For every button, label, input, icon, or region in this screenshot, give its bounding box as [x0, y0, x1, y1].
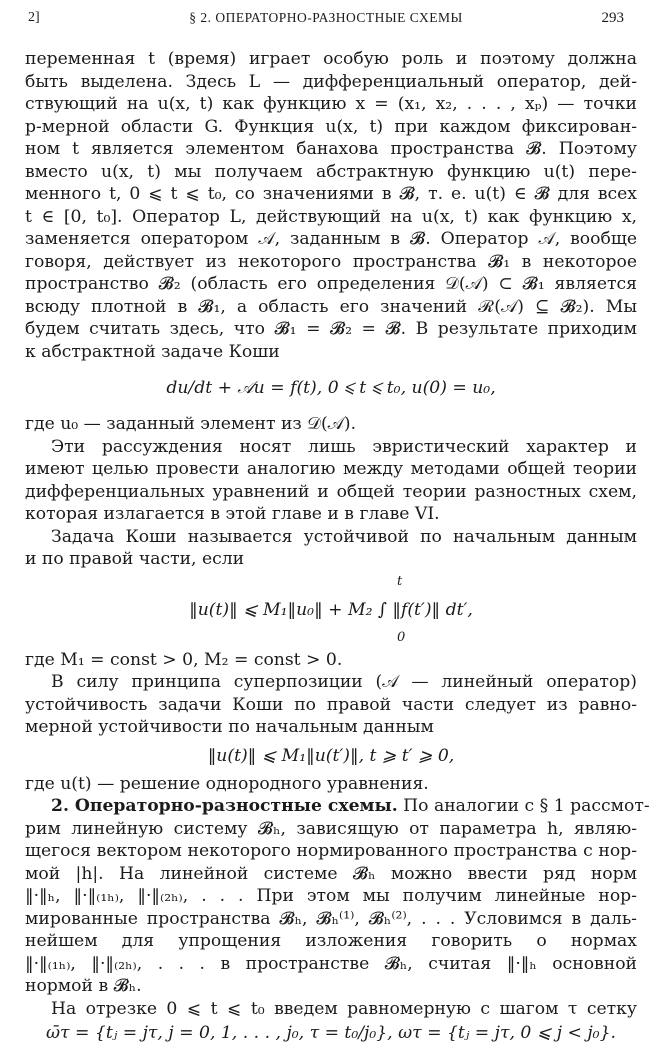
- section-paragraph-line: [25, 795, 650, 818]
- section-marker: 2]: [28, 10, 40, 25]
- text-line: устойчивость задачи Коши по правой части следует из равно-: [25, 694, 637, 715]
- text-line: дифференциальных уравнений и общей теории разностных схем,: [25, 481, 637, 502]
- grid-definition-formula: ω̄τ = {tⱼ = jτ, j = 0, 1, . . . , j₀, τ = t₀/j₀}, ωτ = {tⱼ = jτ, 0 ⩽ j < j₀}.: [46, 1023, 616, 1043]
- text-line: нормой в 𝓑ₕ.: [25, 976, 142, 996]
- running-header: [28, 10, 624, 32]
- running-title: § 2. ОПЕРАТОРНО-РАЗНОСТНЫЕ СХЕМЫ: [189, 10, 463, 25]
- text-line: всюду плотной в 𝓑₁, а область его значений ℛ(𝒜) ⊆ 𝓑₂). Мы: [25, 296, 637, 317]
- text-line: ‖·‖ₕ, ‖·‖₍₁ₕ₎, ‖·‖₍₂ₕ₎, . . . При этом мы получим линейные нор-: [25, 886, 637, 906]
- text-line: ‖·‖₍₁ₕ₎, ‖·‖₍₂ₕ₎, . . . в пространстве 𝓑ₕ, считая ‖·‖ₕ основной: [25, 953, 637, 974]
- text-line: где u(t) — решение однородного уравнения.: [25, 773, 429, 794]
- text-line: которая излагается в этой главе и в главе VI.: [25, 504, 440, 524]
- section-heading: 2. Операторно-разностные схемы.: [51, 796, 398, 816]
- text-line: быть выделена. Здесь L — дифференциальный оператор, дей-: [25, 71, 637, 92]
- integral-lower-limit: 0: [397, 629, 406, 645]
- text-line: мерной устойчивости по начальным данным: [25, 717, 434, 737]
- text-line: мой |h|. На линейной системе 𝓑ₕ можно ввести ряд норм: [25, 863, 637, 884]
- text-line: где M₁ = const > 0, M₂ = const > 0.: [25, 649, 343, 670]
- text-line: будем считать здесь, что 𝓑₁ = 𝓑₂ = 𝓑. В результате приходим: [25, 319, 637, 339]
- text-line: к абстрактной задаче Коши: [25, 341, 280, 362]
- text-line: заменяется оператором 𝒜, заданным в 𝓑. Оператор 𝒜, вообще: [25, 229, 637, 249]
- page-number: 293: [601, 10, 624, 26]
- text-line: Эти рассуждения носят лишь эвристический характер и: [51, 436, 637, 457]
- text-line: вместо u(x, t) мы получаем абстрактную функцию u(t) пере-: [25, 161, 637, 182]
- text-line: менного t, 0 ⩽ t ⩽ t₀, со значениями в 𝓑, т. е. u(t) ∈ 𝓑 для всех: [25, 184, 637, 204]
- text-line: и по правой части, если: [25, 549, 245, 569]
- text-line: рим линейную систему 𝓑ₕ, зависящую от параметра h, являю-: [25, 818, 637, 839]
- text-line: ном t является элементом банахова пространства 𝓑. Поэтому: [25, 139, 637, 159]
- stability-estimate-text: ‖u(t)‖ ⩽ M₁‖u₀‖ + M₂ ∫ ‖f(t′)‖ dt′,: [189, 599, 473, 620]
- text-line: p-мерной области G. Функция u(x, t) при каждом фиксирован-: [25, 116, 637, 137]
- text-line: t ∈ [0, t₀]. Оператор L, действующий на u(x, t) как функцию x,: [25, 206, 637, 227]
- page-body: [25, 48, 650, 1046]
- uniform-stability-formula: ‖u(t)‖ ⩽ M₁‖u(t′)‖, t ⩾ t′ ⩾ 0,: [207, 745, 455, 766]
- text-line: щегося вектором некоторого нормированного пространства с нор-: [25, 841, 637, 861]
- text-line: пространство 𝓑₂ (область его определения 𝒟(𝒜) ⊂ 𝓑₁ является: [25, 274, 637, 294]
- text-line: где u₀ — заданный элемент из 𝒟(𝒜).: [25, 414, 357, 434]
- text-line: Задача Коши называется устойчивой по начальным данным: [51, 526, 637, 547]
- cauchy-problem-formula: du/dt + 𝒜u = f(t), 0 ⩽ t ⩽ t₀, u(0) = u₀,: [166, 378, 496, 398]
- text-line: мированные пространства 𝓑ₕ, 𝓑ₕ⁽¹⁾, 𝓑ₕ⁽²⁾, . . . Условимся в даль-: [25, 908, 637, 929]
- text-line: В силу принципа суперпозиции (𝒜 — линейный оператор): [51, 672, 637, 692]
- text-fragment: По аналогии с § 1 рассмот-: [403, 796, 650, 816]
- text-line: На отрезке 0 ⩽ t ⩽ t₀ введем равномерную с шагом τ сетку: [51, 998, 637, 1019]
- text-line: нейшем для упрощения изложения говорить о нормах: [25, 931, 637, 951]
- text-line: ствующий на u(x, t) как функцию x = (x₁, x₂, . . . , xₚ) — точки: [25, 94, 637, 114]
- text-line: говоря, действует из некоторого пространства 𝓑₁ в некоторое: [25, 251, 637, 272]
- stability-estimate-formula: [25, 571, 637, 649]
- text-line: переменная t (время) играет особую роль и поэтому должна: [25, 49, 637, 69]
- integral-upper-limit: t: [397, 573, 403, 589]
- text-line: имеют целью провести аналогию между методами общей теории: [25, 459, 637, 479]
